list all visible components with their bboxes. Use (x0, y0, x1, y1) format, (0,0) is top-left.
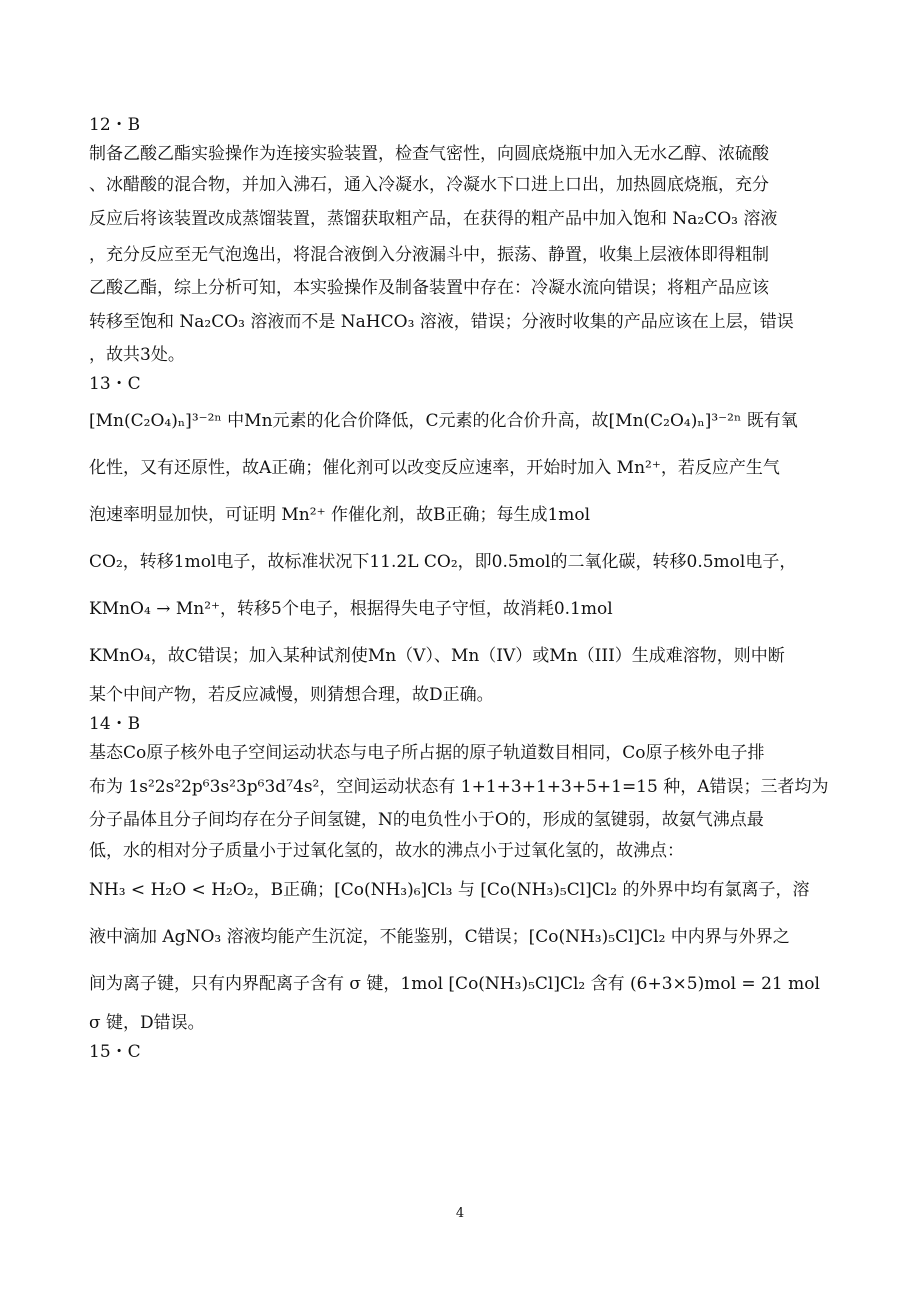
explanation-line: ，充分反应至无气泡逸出，将混合液倒入分液漏斗中，振荡、静置，收集上层液体即得粗制 (89, 245, 769, 265)
explanation-line: 转移至饱和 Na₂CO₃ 溶液而不是 NaHCO₃ 溶液，错误；分液时收集的产品应该在上层，错误 (89, 312, 794, 332)
explanation-line: 间为离子键，只有内界配离子含有 σ 键，1mol [Co(NH₃)₅Cl]Cl₂ 含有 (6+3×5)mol = 21 mol (89, 974, 820, 994)
answer-13 (89, 371, 831, 711)
explanation-line: CO₂，转移1mol电子，故标准状况下11.2L CO₂，即0.5mol的二氧化碳，转移0.5mol电子， (89, 552, 797, 572)
explanation-line: 、冰醋酸的混合物，并加入沸石，通入冷凝水，冷凝水下口进上口出，加热圆底烧瓶，充分 (89, 175, 769, 195)
explanation-line: 反应后将该装置改成蒸馏装置，蒸馏获取粗产品，在获得的粗产品中加入饱和 Na₂CO₃ 溶液 (89, 209, 778, 229)
answer-14 (89, 711, 831, 1039)
question-number: 14・B (89, 714, 141, 734)
explanation-line: 制备乙酸乙酯实验操作为连接实验装置，检查气密性，向圆底烧瓶中加入无水乙醇、浓硫酸 (89, 144, 769, 164)
question-number: 13・C (89, 374, 141, 394)
question-number: 12・B (89, 115, 141, 135)
explanation-line: 低，水的相对分子质量小于过氧化氢的，故水的沸点小于过氧化氢的，故沸点： (89, 841, 684, 861)
explanation-line: 布为 1s²2s²2p⁶3s²3p⁶3d⁷4s²，空间运动状态有 1+1+3+1+3+5+1=15 种，A错误；三者均为 (89, 777, 829, 797)
explanation-line: NH₃ < H₂O < H₂O₂，B正确；[Co(NH₃)₆]Cl₃ 与 [Co(NH₃)₅Cl]Cl₂ 的外界中均有氯离子，溶 (89, 880, 810, 900)
explanation-line: 化性，又有还原性，故A正确；催化剂可以改变反应速率，开始时加入 Mn²⁺，若反应产生气 (89, 458, 780, 478)
answer-15 (89, 1039, 831, 1066)
explanation-line: KMnO₄ → Mn²⁺，转移5个电子，根据得失电子守恒，故消耗0.1mol (89, 599, 613, 619)
explanation-line: 某个中间产物，若反应减慢，则猜想合理，故D正确。 (89, 685, 494, 705)
answer-12 (89, 112, 831, 371)
explanation-line: 分子晶体且分子间均存在分子间氢键，N的电负性小于O的，形成的氢键弱，故氨气沸点最 (89, 810, 764, 830)
page-number: 4 (455, 1206, 465, 1221)
explanation-line: 泡速率明显加快，可证明 Mn²⁺ 作催化剂，故B正确；每生成1mol (89, 505, 591, 525)
explanation-line: ，故共3处。 (89, 345, 185, 365)
explanation-line: σ 键，D错误。 (89, 1013, 205, 1033)
explanation-line: 基态Co原子核外电子空间运动状态与电子所占据的原子轨道数目相同，Co原子核外电子排 (89, 743, 765, 763)
question-number: 15・C (89, 1042, 141, 1062)
explanation-line: KMnO₄，故C错误；加入某种试剂使Mn（V）、Mn（IV）或Mn（III）生成难溶物，则中断 (89, 646, 785, 666)
explanation-line: 乙酸乙酯，综上分析可知，本实验操作及制备装置中存在：冷凝水流向错误；将粗产品应该 (89, 278, 769, 298)
answer-content (89, 112, 831, 1066)
explanation-line: [Mn(C₂O₄)ₙ]³⁻²ⁿ 中Mn元素的化合价降低，C元素的化合价升高，故[Mn(C₂O₄)ₙ]³⁻²ⁿ 既有氧 (89, 411, 798, 431)
explanation-line: 液中滴加 AgNO₃ 溶液均能产生沉淀，不能鉴别，C错误；[Co(NH₃)₅Cl]Cl₂ 中内界与外界之 (89, 927, 790, 947)
